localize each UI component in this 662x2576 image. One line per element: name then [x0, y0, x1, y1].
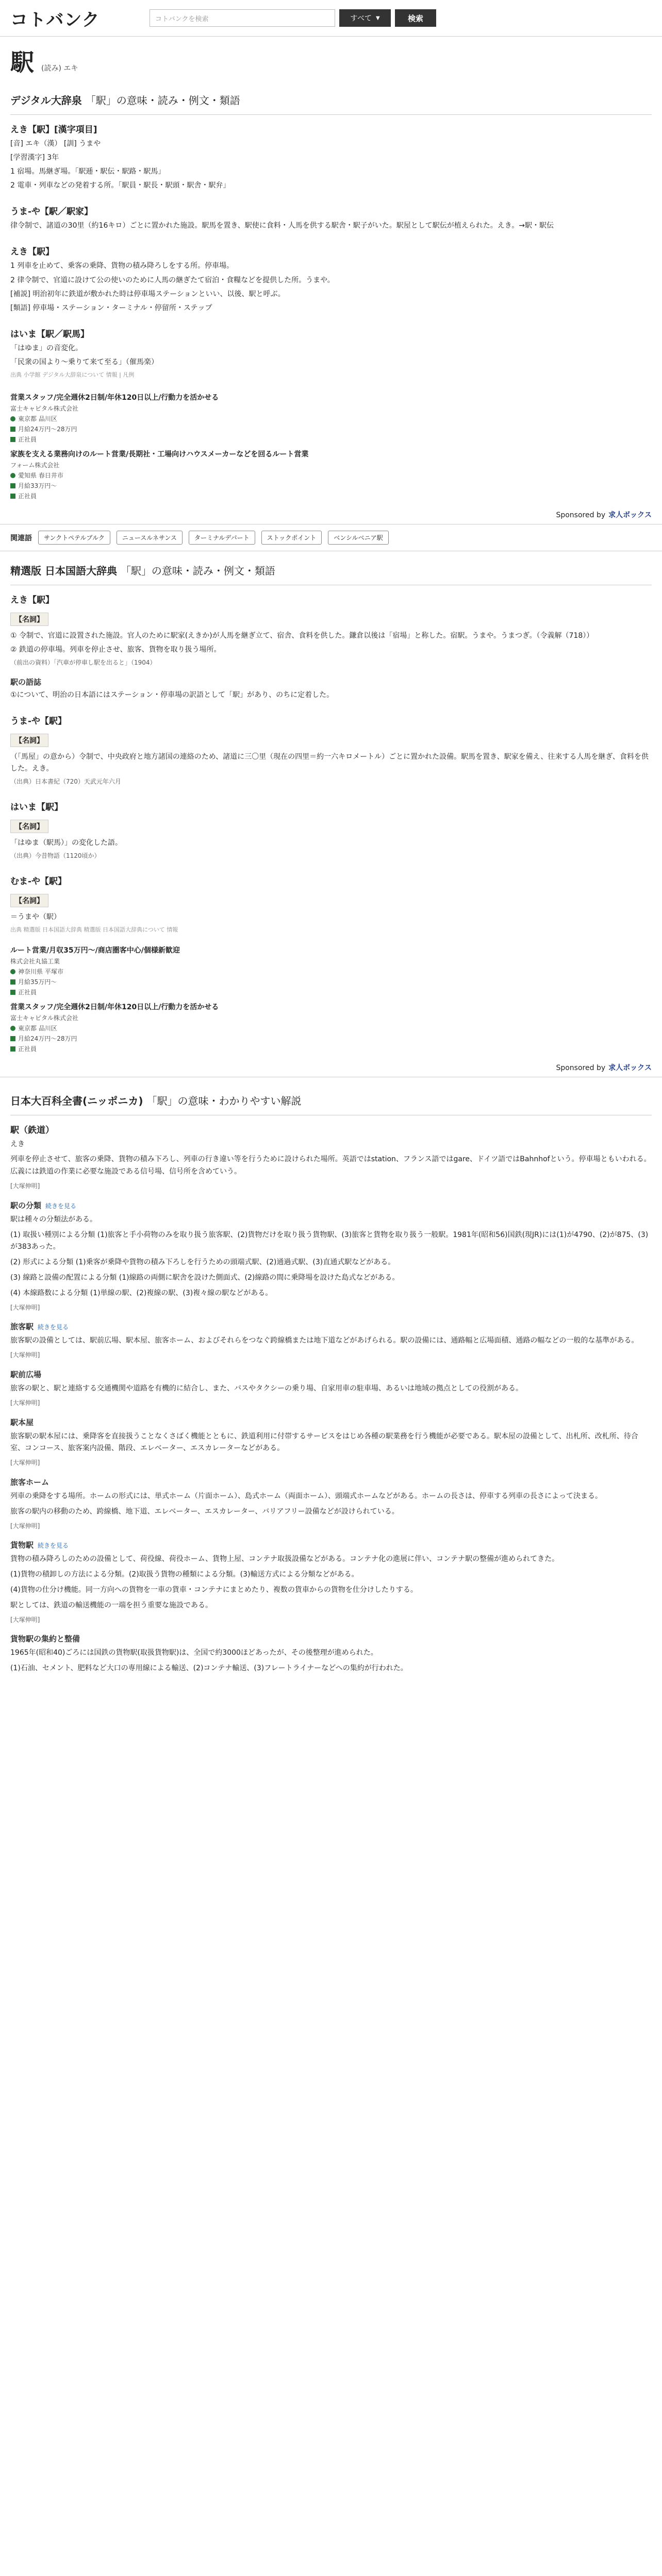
entry-line: 2 律令制で、官道に設けて公の使いのために人馬の継ぎたて宿泊・食糧などを提供した所。うまや。 [10, 276, 335, 284]
sponsor-label: Sponsored by [556, 511, 606, 520]
entry-subhead: 駅の語誌 [10, 677, 42, 687]
job-ads [10, 945, 652, 1053]
entry-line: ② 鉄道の停車場。列車を停止させ、旅客、貨物を取り扱う場所。 [10, 646, 221, 654]
entry-line: 1 列車を止めて、乗客の乗降、貨物の積み降ろしをする所。停車場。 [10, 262, 234, 270]
entry-paragraph: (3) 線路と設備の配置による分類 (1)線路の両側に駅舎を設けた側面式、(2)線路の間に乗降場を設けた島式などがある。 [10, 1274, 400, 1282]
entry-paragraph: 旅客の駅内の移動のため、跨線橋、地下道、エレベーター、エスカレーター、バリアフリー設備などが設けられている。 [10, 1507, 399, 1516]
author: [大塚伸明] [10, 1351, 40, 1359]
subsection-title: 駅本屋 [10, 1417, 34, 1427]
nikkoku-section [0, 563, 662, 1053]
entry-line: [補説] 明治初年に鉄道が敷かれた時は停車場ステーションといい、以後、駅と呼ぶ。 [10, 290, 285, 298]
subsection-title: 旅客ホーム [10, 1478, 49, 1487]
entry-paragraph: (1)貨物の積卸しの方法による分類。(2)取扱う貨物の種類による分類。(3)輸送方式による分類などがある。 [10, 1570, 359, 1579]
section-title [10, 92, 652, 107]
subsection-heading [10, 1321, 652, 1332]
entry-heading: はいま【駅】 [10, 802, 63, 813]
job-ad-location-row [10, 967, 180, 976]
briefcase-icon [10, 437, 15, 442]
author: [大塚伸明] [10, 1399, 40, 1406]
job-ad-type: 正社員 [18, 436, 37, 444]
section-title [10, 563, 652, 578]
entry-line: ① 令制で、官道に設置された施設。官人のために駅家(えきか)が人馬を継ぎ立て、宿舎、食料を供した。鎌倉以後は「宿場」と称した。宿駅。うまや。うまつぎ。（令義解（718）） [10, 632, 594, 640]
section-subtitle: 「駅」の意味・読み・例文・類語 [85, 94, 240, 107]
section-subtitle: 「駅」の意味・読み・例文・類語 [120, 565, 275, 578]
entry-heading: えき【駅】 [10, 247, 54, 258]
entry-line: ①について、明治の日本語にはステーション・停車場の訳語として「駅」があり、のちに定着した。 [10, 691, 334, 700]
related-chip[interactable]: ニュースルネサンス [117, 531, 183, 545]
entry-paragraph: (4)貨物の仕分け機能。同一方向への貨物を一車の貨車・コンテナにまとめたり、複数の貨車からの貨物を仕分けしたりする。 [10, 1585, 418, 1594]
sponsor-bar [0, 1058, 662, 1077]
job-ad-type-row [10, 1044, 219, 1053]
entry-paragraph: (2) 形式による分類 (1)乗客が乗降や貨物の積み下ろしを行うための頭端式駅、(2)通過式駅、(3)直通式駅などがある。 [10, 1258, 395, 1267]
search-scope-select[interactable] [339, 9, 391, 27]
entry-line: 「はゆま」の音変化。 [10, 344, 82, 352]
job-ads [10, 392, 652, 500]
entry-paragraph: 駅は種々の分類法がある。 [10, 1215, 97, 1224]
entry-heading: 駅（鉄道） [10, 1125, 54, 1136]
entry-citation: （前出の資料）「汽車が停車し駅を出ると」（1904） [10, 659, 156, 667]
entry-heading: えき【駅】 [10, 595, 54, 606]
entry-paragraph: 1965年(昭和40)ごろには国鉄の貨物駅(取扱貨物駅)は、全国で約3000ほどあったが、その後整理が進められた。 [10, 1649, 378, 1657]
job-ad-type-row [10, 988, 180, 996]
job-ad[interactable] [10, 1002, 652, 1053]
job-ad-title[interactable]: 家族を支える業務向けのルート営業/長期社・工場向けハウスメーカーなどを回るルート営業 [10, 450, 309, 459]
yen-icon [10, 1036, 15, 1041]
job-ad-location-row [10, 414, 219, 423]
job-ad-type: 正社員 [18, 989, 37, 996]
related-label: 関連語 [10, 534, 32, 543]
location-icon [10, 473, 15, 478]
read-more-link[interactable]: 続きを見る [38, 1324, 69, 1331]
entry-line: 2 電車・列車などの発着する所。「駅員・駅長・駅頭・駅舎・駅弁」 [10, 181, 230, 190]
job-ad-location: 東京都 品川区 [18, 1025, 57, 1032]
dictionary-name: デジタル大辞泉 [10, 94, 82, 107]
entry-paragraph: 旅客の駅と、駅と連絡する交通機関や道路を有機的に結合し、また、バスやタクシーの乗り場、自家用車の駐車場、あるいは地域の拠点としての役割がある。 [10, 1384, 523, 1393]
author: [大塚伸明] [10, 1459, 40, 1467]
nipponica-section [0, 1093, 662, 1675]
entry-heading: えき【駅】[漢字項目] [10, 125, 97, 135]
daijisen-section [0, 92, 662, 500]
job-ad[interactable] [10, 945, 652, 996]
subsection-title: 旅客駅 [10, 1322, 34, 1332]
subsection-heading [10, 1369, 652, 1380]
job-ad-company: 株式会社丸協工業 [10, 958, 60, 965]
author: [大塚伸明] [10, 1522, 40, 1530]
subsection-heading [10, 1539, 652, 1550]
job-ad-type-row [10, 492, 308, 500]
entry-line: （「馬屋」の意から）令制で、中央政府と地方諸国の連絡のため、諸道に三〇里（現在の四里＝約一六キロメートル）ごとに置かれた設備。駅馬を置き、駅家を備え、往来する人馬を継ぎ、食料を供した。えき。 [10, 753, 649, 773]
entry-line: [類語] 停車場・ステーション・ターミナル・停留所・ステップ [10, 303, 212, 312]
briefcase-icon [10, 494, 15, 499]
subsection-title: 駅の分類 [10, 1200, 42, 1210]
entry-heading: うま‐や【駅】 [10, 716, 67, 727]
search-button[interactable]: 検索 [395, 9, 436, 27]
job-ad-location: 東京都 品川区 [18, 415, 57, 423]
location-icon [10, 1026, 15, 1031]
subsection-heading [10, 1477, 652, 1487]
pos-tag: 【名詞】 [10, 820, 48, 833]
related-words [0, 524, 662, 551]
search-input[interactable]: コトバンクを検索 [150, 9, 335, 27]
dictionary-name: 日本大百科全書(ニッポニカ) [10, 1095, 143, 1108]
job-ad-company: 富士キャピタル株式会社 [10, 1014, 79, 1022]
related-chip[interactable]: ターミナルデパート [189, 531, 255, 545]
location-icon [10, 416, 15, 421]
pos-tag: 【名詞】 [10, 734, 48, 747]
job-ad[interactable] [10, 392, 652, 444]
entry-paragraph: 貨物の積み降ろしのための設備として、荷役線、荷役ホーム、貨物上屋、コンテナ取扱設備などがある。コンテナ化の進展に伴い、コンテナ駅の整備が進められてきた。 [10, 1555, 559, 1564]
job-ad-title[interactable]: ルート営業/月収35万円〜/商店圏客中心/個様新歓迎 [10, 946, 180, 955]
related-chip[interactable]: サンクトペテルブルク [38, 531, 110, 545]
section-title [10, 1093, 652, 1108]
job-ad-location: 神奈川県 平塚市 [18, 968, 63, 976]
job-ad-location: 愛知県 春日井市 [18, 472, 63, 480]
pos-tag: 【名詞】 [10, 613, 48, 626]
subsection-heading [10, 1417, 652, 1428]
divider [10, 114, 652, 115]
entry-paragraph: (4) 本線路数による分類 (1)単線の駅、(2)複線の駅、(3)複々線の駅などがある。 [10, 1289, 273, 1297]
search-area [150, 9, 436, 27]
job-ad-pay-row [10, 1034, 219, 1043]
author: [大塚伸明] [10, 1303, 40, 1311]
site-logo[interactable]: コトバンク [10, 9, 100, 30]
source-meta: 出典 精選版 日本国語大辞典 精選版 日本国語大辞典について 情報 [10, 926, 178, 934]
job-ad-pay: 月給33万円〜 [18, 482, 57, 490]
job-ad-type: 正社員 [18, 493, 37, 500]
job-ad-type: 正社員 [18, 1045, 37, 1053]
pos-tag: 【名詞】 [10, 894, 48, 907]
job-ad-location-row [10, 1024, 219, 1032]
job-ad-pay: 月給24万円〜28万円 [18, 1035, 77, 1043]
job-ad-pay-row [10, 425, 219, 433]
job-ad-type-row [10, 435, 219, 444]
entry-line: [学習漢字] 3年 [10, 154, 59, 162]
job-ad-pay-row [10, 977, 180, 986]
sponsor-label: Sponsored by [556, 1064, 606, 1073]
location-icon [10, 969, 15, 974]
job-ad[interactable] [10, 449, 652, 500]
entry-heading: うま‐や【駅／駅家】 [10, 207, 93, 217]
author: [大塚伸明] [10, 1616, 40, 1623]
subsection-title: 貨物駅 [10, 1540, 34, 1550]
headword-reading: (読み) エキ [41, 64, 78, 73]
entry-line: 律令制で、諸道の30里（約16キロ）ごとに置かれた施設。駅馬を置き、駅使に食料・人馬を供する駅舎・駅子がいた。駅屋として駅伝が植えられた。えき。→駅・駅伝 [10, 222, 554, 230]
subsection-title: 貨物駅の集約と整備 [10, 1634, 80, 1644]
subsection-heading [10, 1200, 652, 1211]
yen-icon [10, 483, 15, 488]
entry-paragraph: 列車の乗降をする場所。ホームの形式には、単式ホーム（片面ホーム）、島式ホーム（両面ホーム）、頭端式ホームなどがある。ホームの長さは、停車する列車の長さによって決まる。 [10, 1492, 602, 1500]
entry-line: ＝うまや（駅） [10, 913, 61, 922]
job-ad-company: フォーム株式会社 [10, 462, 60, 469]
top-bar [0, 0, 662, 36]
entry-line: 「民衆の国より～乗りて来て至る」（催馬楽） [10, 358, 158, 366]
job-ad-pay: 月給35万円〜 [18, 978, 57, 986]
job-ad-pay-row [10, 481, 308, 490]
author: [大塚伸明] [10, 1182, 40, 1190]
subsection-heading [10, 1633, 652, 1644]
sponsor-brand[interactable]: 求人ボックス [608, 1064, 652, 1073]
entry-reading: えき [10, 1140, 25, 1149]
read-more-link[interactable]: 続きを見る [38, 1542, 69, 1550]
entry-citation: （出典）今昔物語（1120頃か） [10, 852, 101, 860]
entry-paragraph: 旅客駅の駅本屋には、乗降客を直接扱うことなくさばく機能とともに、鉄道利用に付帯するサービスをはじめ各種の駅業務を行う機能が必要である。駅本屋の設備として、出札所、改札所、待合室、コンコース、旅客案内設備、階段、エレベーター、エスカレーターなどがある。 [10, 1432, 638, 1453]
entry-line: 1 宿場。馬継ぎ場。「駅逓・駅伝・駅路・駅馬」 [10, 167, 166, 176]
headword [0, 37, 662, 81]
job-ad-location-row [10, 471, 308, 480]
source-meta: 出典 小学館 デジタル大辞泉について 情報 | 凡例 [10, 371, 135, 379]
yen-icon [10, 979, 15, 985]
briefcase-icon [10, 1046, 15, 1052]
entry-paragraph: 旅客駅の設備としては、駅前広場、駅本屋、旅客ホーム、およびそれらをつなぐ跨線橋または地下道などがあげられる。駅の設備には、通路幅と広場面積、通路の幅などの一般的な基準がある。 [10, 1336, 639, 1345]
job-ad-company: 富士キャピタル株式会社 [10, 405, 79, 413]
related-chip[interactable]: ベンシルベニア駅 [328, 531, 388, 545]
yen-icon [10, 427, 15, 432]
entry-heading: はいま【駅／駅馬】 [10, 329, 89, 340]
read-more-link[interactable]: 続きを見る [45, 1202, 77, 1210]
entry-citation: （出典）日本書紀（720）天武元年六月 [10, 778, 121, 786]
entry-line: [音] エキ（漢） [訓] うまや [10, 140, 101, 148]
sponsor-bar [0, 505, 662, 524]
headword-kanji: 駅 [10, 48, 34, 76]
subsection-title: 駅前広場 [10, 1370, 42, 1380]
entry-heading: むま‐や【駅】 [10, 876, 67, 887]
entry-paragraph: 列車を停止させて、旅客の乗降、貨物の積み下ろし、列車の行き違い等を行うために設けられた場所。英語ではstation、フランス語ではgare、ドイツ語ではBahnhofという。停車場ともいわれる。広義には鉄道の作業に必要な施設である信号場、信号所を含めていう。 [10, 1155, 651, 1176]
section-subtitle: 「駅」の意味・わかりやすい解説 [146, 1095, 302, 1108]
sponsor-brand[interactable]: 求人ボックス [608, 511, 652, 520]
chevron-down-icon: ▼ [376, 15, 380, 21]
dictionary-name: 精選版 日本国語大辞典 [10, 565, 117, 578]
briefcase-icon [10, 990, 15, 995]
job-ad-title[interactable]: 営業スタッフ/完全週休2日制/年休120日以上/行動力を活かせる [10, 394, 219, 402]
entry-line: 「はゆま（駅馬）」の変化した語。 [10, 839, 122, 848]
entry-paragraph: (1) 取扱い種別による分類 (1)旅客と手小荷物のみを取り扱う旅客駅、(2)貨物だけを取り扱う貨物駅、(3)旅客と貨物を取り扱う一般駅。1981年(昭和56)国鉄(現JR)には(1)が4790、(2)が875、(3)が383あった。 [10, 1230, 649, 1251]
job-ad-pay: 月給24万円〜28万円 [18, 426, 77, 433]
related-chip[interactable]: ストックポイント [261, 531, 322, 545]
entry-paragraph: (1)石油、セメント、肥料など大口の専用線による輸送、(2)コンテナ輸送、(3)フレートライナーなどへの集約が行われた。 [10, 1664, 408, 1673]
entry-paragraph: 駅としては、鉄道の輸送機能の一端を担う重要な施設である。 [10, 1601, 212, 1609]
job-ad-title[interactable]: 営業スタッフ/完全週休2日制/年休120日以上/行動力を活かせる [10, 1003, 219, 1012]
search-scope-label: すべて [350, 14, 372, 23]
